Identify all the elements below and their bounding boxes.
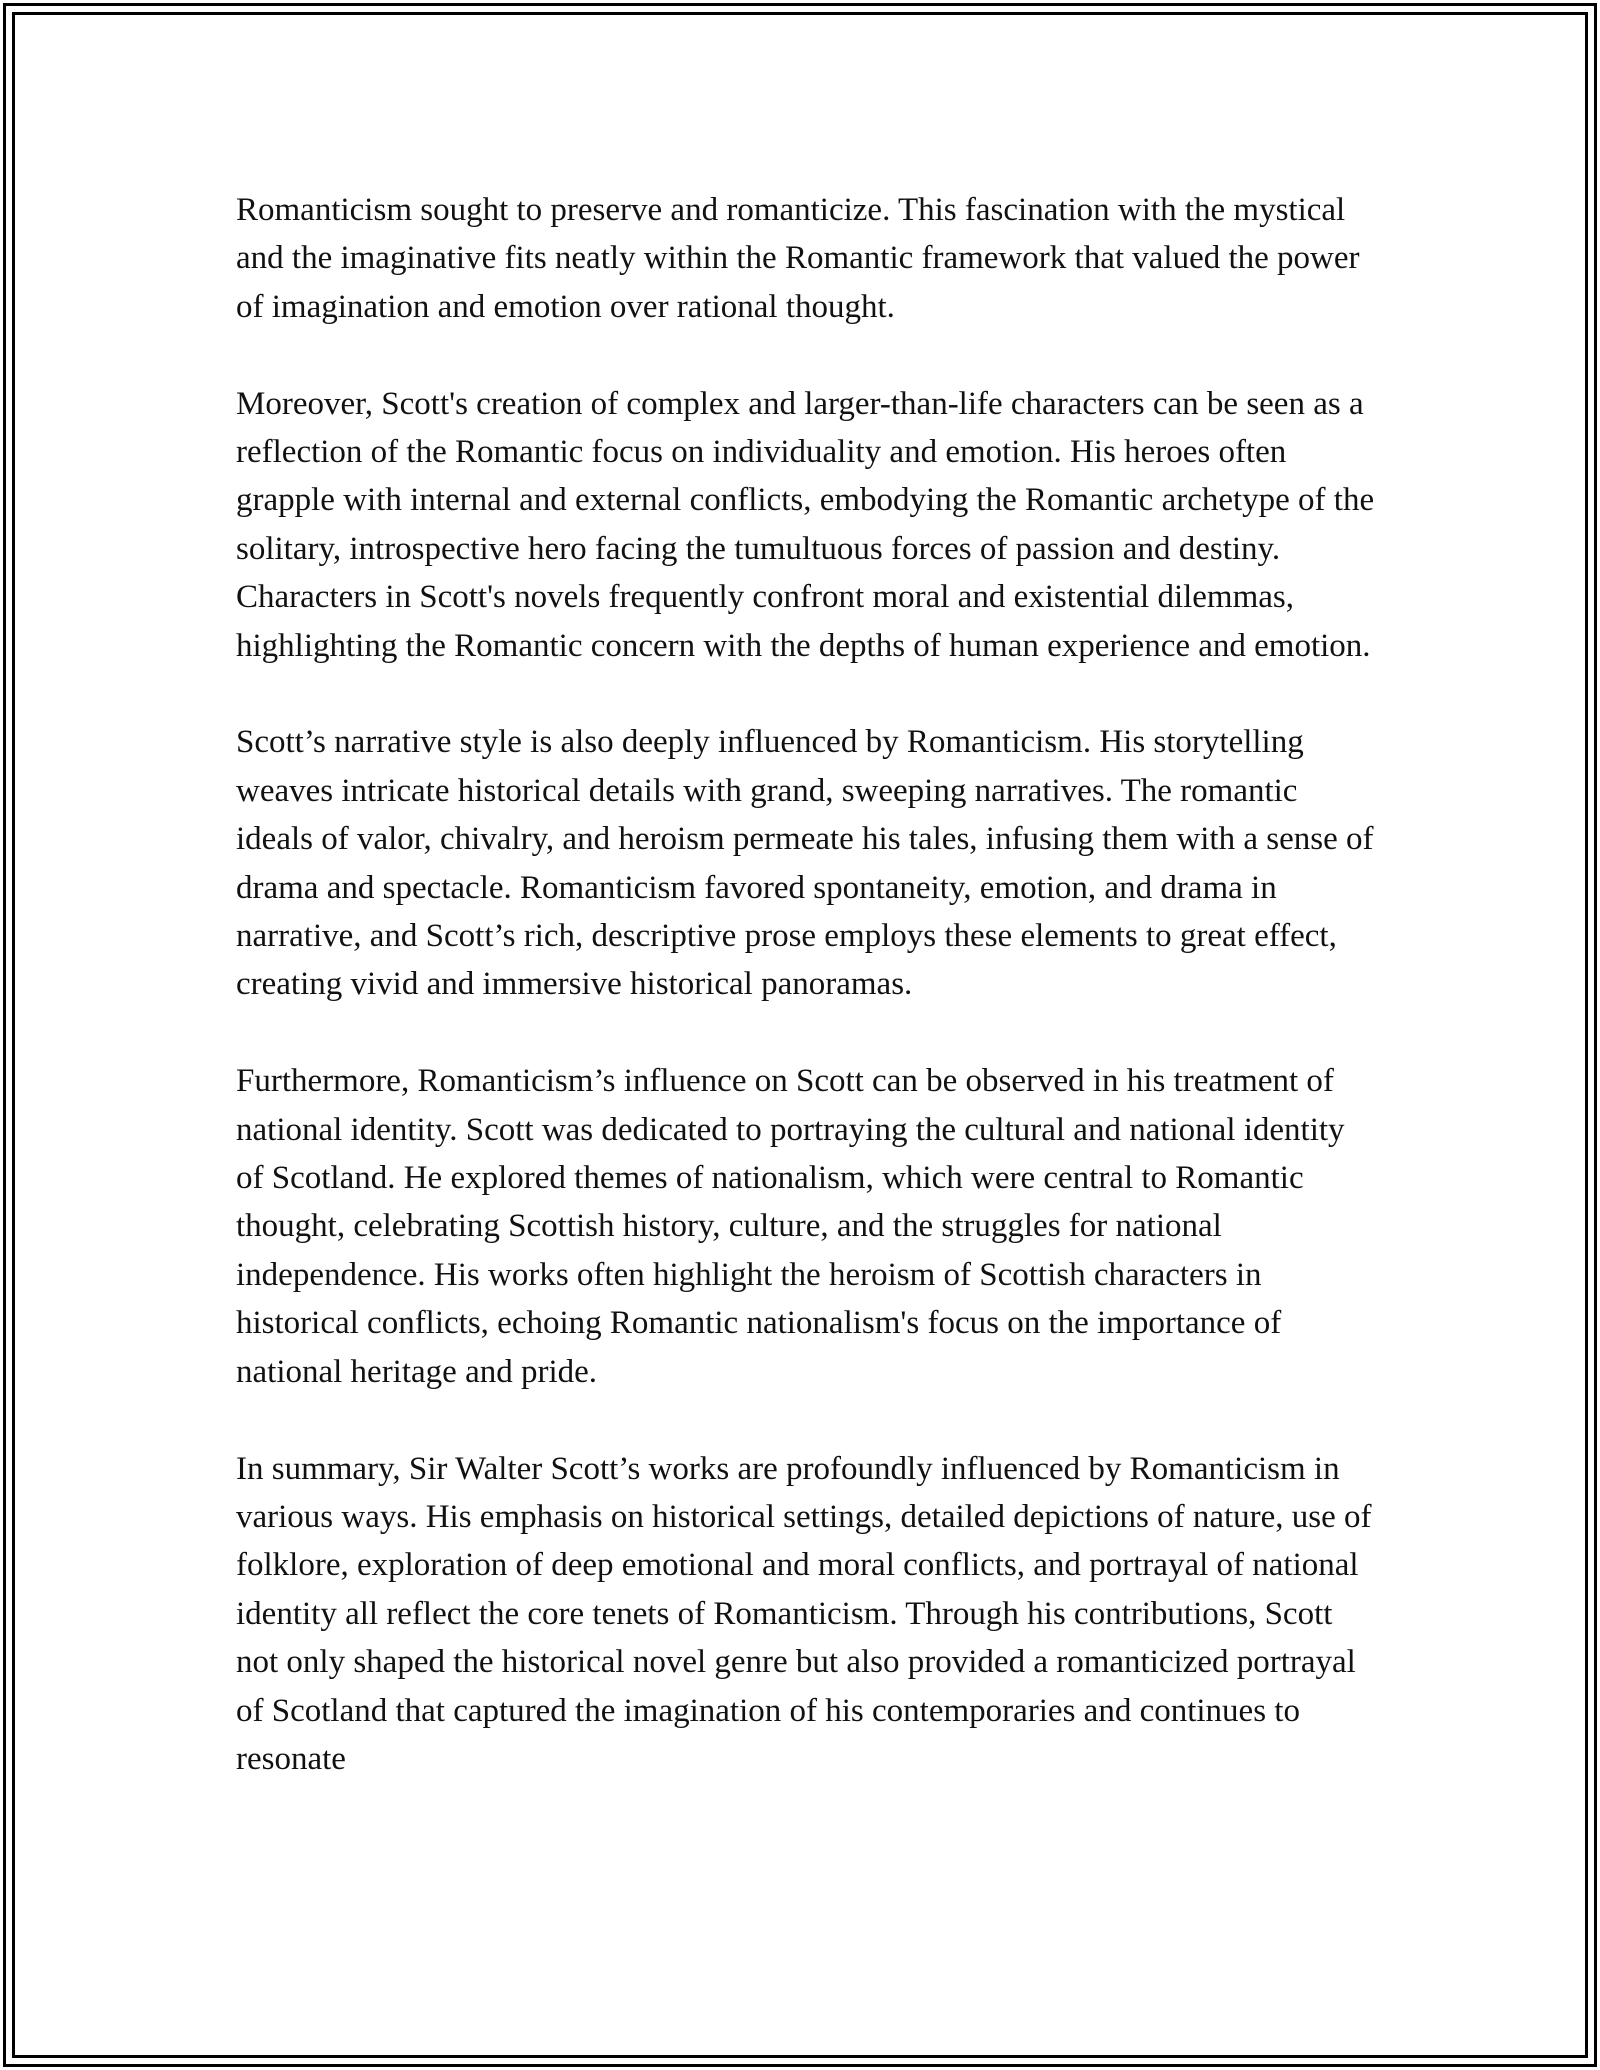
paragraph-1: Romanticism sought to preserve and romanticize. This fascination with the mystical and the imaginative fits neatly within the Romantic framework that valued the power of imagination and emotion over rational thought. <box>236 192 1360 325</box>
paragraph-3: Scott’s narrative style is also deeply influenced by Romanticism. His storytelling weaves intricate historical details with grand, sweeping narratives. The romantic ideals of valor, chivalry, and heroism permeate his tales, infusing them with a sense of drama and spectacle. Romanticism favored spontaneity, emotion, and drama in narrative, and Scott’s rich, descriptive prose employs these elements to great effect, creating vivid and immersive historical panoramas. <box>236 724 1374 1003</box>
paragraph-2: Moreover, Scott's creation of complex and larger-than-life characters can be seen as a reflection of the Romantic focus on individuality and emotion. His heroes often grapple with internal and external conflicts, embodying the Romantic archetype of the solitary, introspective hero facing the tumultuous forces of passion and destiny. Characters in Scott's novels frequently confront moral and existential dilemmas, highlighting the Romantic concern with the depths of human experience and emotion. <box>236 385 1375 664</box>
paragraph-5: In summary, Sir Walter Scott’s works are profoundly influenced by Romanticism in various ways. His emphasis on historical settings, detailed depictions of nature, use of folklore, exploration of deep emotional and moral conflicts, and portrayal of national identity all reflect the core tenets of Romanticism. Through his contributions, Scott not only shaped the historical novel genre but also provided a romanticized portrayal of Scotland that captured the imagination of his contemporaries and continues to resonate <box>236 1450 1372 1777</box>
document-body <box>236 186 1376 1783</box>
paragraph-4: Furthermore, Romanticism’s influence on Scott can be observed in his treatment of national identity. Scott was dedicated to portraying the cultural and national identity of Scotland. He explored themes of nationalism, which were central to Romantic thought, celebrating Scottish history, culture, and the struggles for national independence. His works often highlight the heroism of Scottish characters in historical conflicts, echoing Romantic nationalism's focus on the importance of national heritage and pride. <box>236 1063 1345 1390</box>
